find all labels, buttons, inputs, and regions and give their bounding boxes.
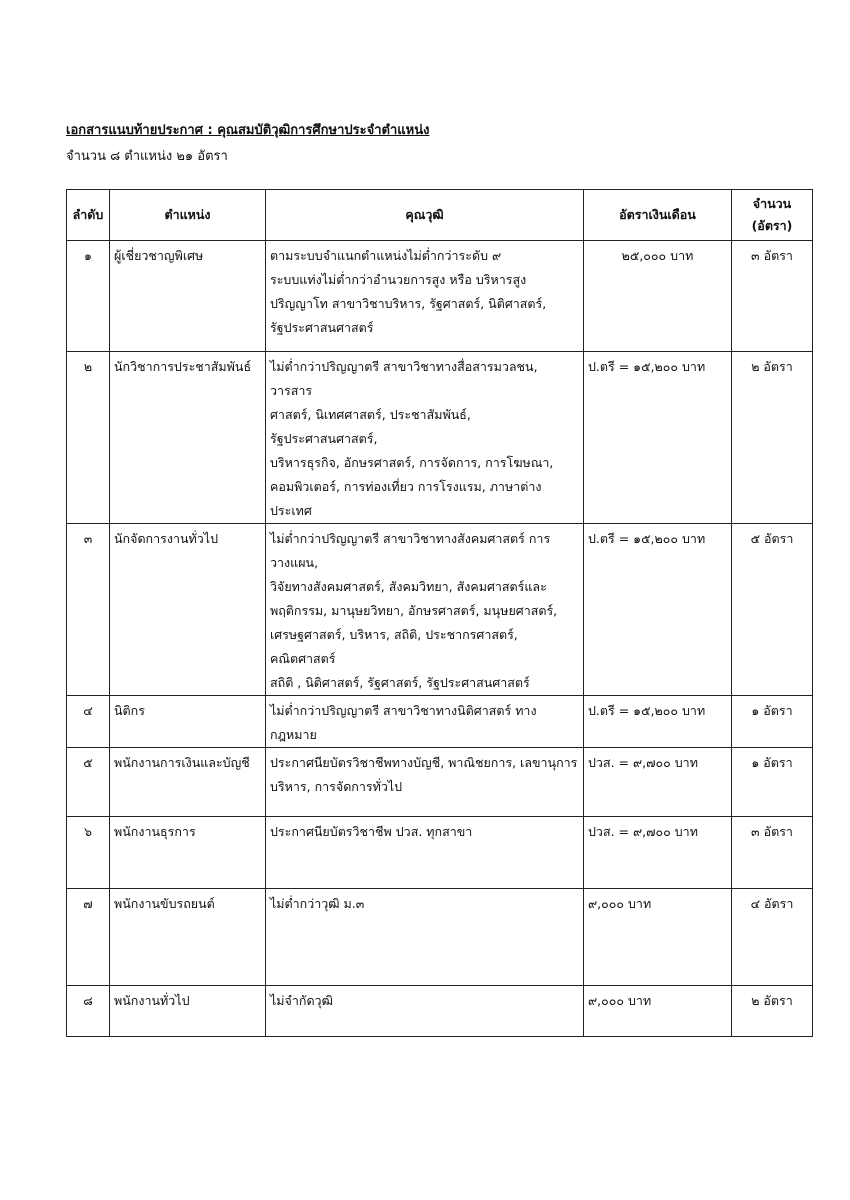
row-number: ๔ [67,696,110,748]
document-title: เอกสารแนบท้ายประกาศ : คุณสมบัติวุฒิการศึกษาประจำตำแหน่ง [66,123,430,138]
qualification-text: ไม่ต่ำกว่าวุฒิ ม.๓ [266,889,584,986]
qualification-text: ตามระบบจำแนกตำแหน่งไม่ต่ำกว่าระดับ ๙ ระบบแท่งไม่ต่ำกว่าอำนวยการสูง หรือ บริหารสูง ปริญญาโท สาขาวิชาบริหาร, รัฐศาสตร์, นิติศาสตร์, รัฐประศาสนศาสตร์ [266,241,584,352]
count-value: ๔ อัตรา [732,889,813,986]
table-row [67,696,813,748]
count-value: ๑ อัตรา [732,748,813,817]
table-header-row [67,190,813,241]
count-value: ๑ อัตรา [732,696,813,748]
qualification-text: ไม่ต่ำกว่าปริญญาตรี สาขาวิชาทางสังคมศาสตร์ การวางแผน, วิจัยทางสังคมศาสตร์, สังคมวิทยา, สังคมศาสตร์และ พฤติกรรม, มานุษยวิทยา, อักษรศาสตร์, มนุษยศาสตร์, เศรษฐศาสตร์, บริหาร, สถิติ, ประชากรศาสตร์, คณิตศาสตร์ สถิติ , นิติศาสตร์, รัฐศาสตร์, รัฐประศาสนศาสตร์ [266,524,584,696]
row-number: ๑ [67,241,110,352]
row-number: ๘ [67,986,110,1037]
salary-value: ๙,๐๐๐ บาท [584,986,732,1037]
position-name: ผู้เชี่ยวชาญพิเศษ [110,241,266,352]
row-number: ๕ [67,748,110,817]
position-name: นิติกร [110,696,266,748]
salary-value: ปวส. = ๙,๗๐๐ บาท [584,748,732,817]
salary-value: ป.ตรี = ๑๕,๒๐๐ บาท [584,524,732,696]
header-qualification: คุณวุฒิ [266,190,584,241]
qualification-text: ประกาศนียบัตรวิชาชีพ ปวส. ทุกสาขา [266,817,584,889]
qualification-text: ไม่ต่ำกว่าปริญญาตรี สาขาวิชาทางนิติศาสตร์ ทางกฎหมาย [266,696,584,748]
header-no: ลำดับ [67,190,110,241]
salary-value: ๙,๐๐๐ บาท [584,889,732,986]
count-value: ๒ อัตรา [732,986,813,1037]
row-number: ๒ [67,352,110,524]
document-subtitle: จำนวน ๘ ตำแหน่ง ๒๑ อัตรา [66,149,228,164]
header-salary: อัตราเงินเดือน [584,190,732,241]
count-value: ๓ อัตรา [732,241,813,352]
position-name: พนักงานธุรการ [110,817,266,889]
position-name: นักจัดการงานทั่วไป [110,524,266,696]
position-name: นักวิชาการประชาสัมพันธ์ [110,352,266,524]
table-row [67,817,813,889]
row-number: ๓ [67,524,110,696]
table-row [67,986,813,1037]
table-row [67,241,813,352]
salary-value: ป.ตรี = ๑๕,๒๐๐ บาท [584,696,732,748]
salary-value: ป.ตรี = ๑๕,๒๐๐ บาท [584,352,732,524]
position-name: พนักงานการเงินและบัญชี [110,748,266,817]
header-count: จำนวน (อัตรา) [732,190,813,241]
salary-value: ปวส. = ๙,๗๐๐ บาท [584,817,732,889]
table-row [67,524,813,696]
table-row [67,889,813,986]
count-value: ๕ อัตรา [732,524,813,696]
table-row [67,352,813,524]
salary-value: ๒๕,๐๐๐ บาท [584,241,732,352]
position-name: พนักงานขับรถยนต์ [110,889,266,986]
count-value: ๓ อัตรา [732,817,813,889]
position-name: พนักงานทั่วไป [110,986,266,1037]
qualifications-table [66,189,813,1037]
count-value: ๒ อัตรา [732,352,813,524]
qualification-text: ไม่จำกัดวุฒิ [266,986,584,1037]
table-row [67,748,813,817]
row-number: ๗ [67,889,110,986]
header-position: ตำแหน่ง [110,190,266,241]
qualification-text: ประกาศนียบัตรวิชาชีพทางบัญชี, พาณิชยการ, เลขานุการ บริหาร, การจัดการทั่วไป [266,748,584,817]
qualification-text: ไม่ต่ำกว่าปริญญาตรี สาขาวิชาทางสื่อสารมวลชน, วารสาร ศาสตร์, นิเทศศาสตร์, ประชาสัมพันธ์, รัฐประศาสนศาสตร์, บริหารธุรกิจ, อักษรศาสตร์, การจัดการ, การโฆษณา, คอมพิวเตอร์, การท่องเที่ยว การโรงแรม, ภาษาต่างประเทศ [266,352,584,524]
row-number: ๖ [67,817,110,889]
